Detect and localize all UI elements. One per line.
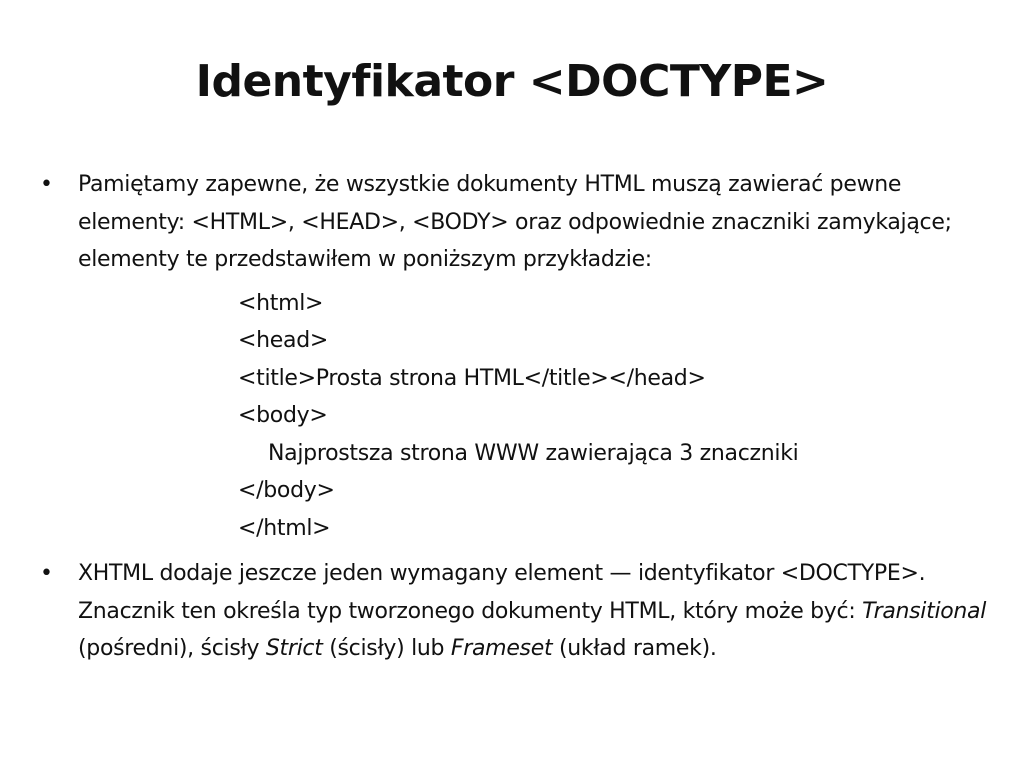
code-line-body-close: </body> — [238, 478, 335, 503]
term-frameset: Frameset — [450, 636, 553, 661]
code-example — [78, 285, 990, 548]
code-line-head-open: <head> — [238, 328, 328, 353]
bullet-item-1 — [40, 166, 990, 547]
term-strict: Strict — [265, 636, 323, 661]
code-line-html-close: </html> — [238, 515, 331, 541]
slide-title: Identyfikator <DOCTYPE> — [195, 56, 829, 107]
slide-content — [40, 166, 990, 668]
bullet-2-text-part3: (ścisły) lub — [322, 636, 451, 661]
code-line-body-content: Najprostsza strona WWW zawierająca 3 znaczniki — [268, 440, 799, 466]
bullet-icon: • — [40, 561, 53, 586]
bullet-item-2 — [40, 555, 990, 668]
term-transitional: Transitional — [862, 598, 987, 624]
code-line-body-open: <body> — [238, 403, 328, 428]
code-line-title: <title>Prosta strona HTML</title></head> — [238, 365, 706, 391]
bullet-icon: • — [40, 172, 53, 197]
bullet-2-text-part1: XHTML dodaje jeszcze jeden wymagany element — identyfikator <DOCTYPE>. Znacznik ten określa typ tworzonego dokumenty HTML, który może być: — [78, 561, 926, 624]
bullet-1-text: Pamiętamy zapewne, że wszystkie dokumenty HTML muszą zawierać pewne elementy: <HTML>, <HEAD>, <BODY> oraz odpowiednie znaczniki zamykające; elementy te przedstawiłem w poniższym przykładzie: — [78, 172, 952, 272]
bullet-2-text-part2: (pośredni), ścisły — [78, 636, 266, 661]
bullet-2-text-part4: (układ ramek). — [552, 636, 717, 661]
code-line-html-open: <html> — [238, 290, 324, 316]
